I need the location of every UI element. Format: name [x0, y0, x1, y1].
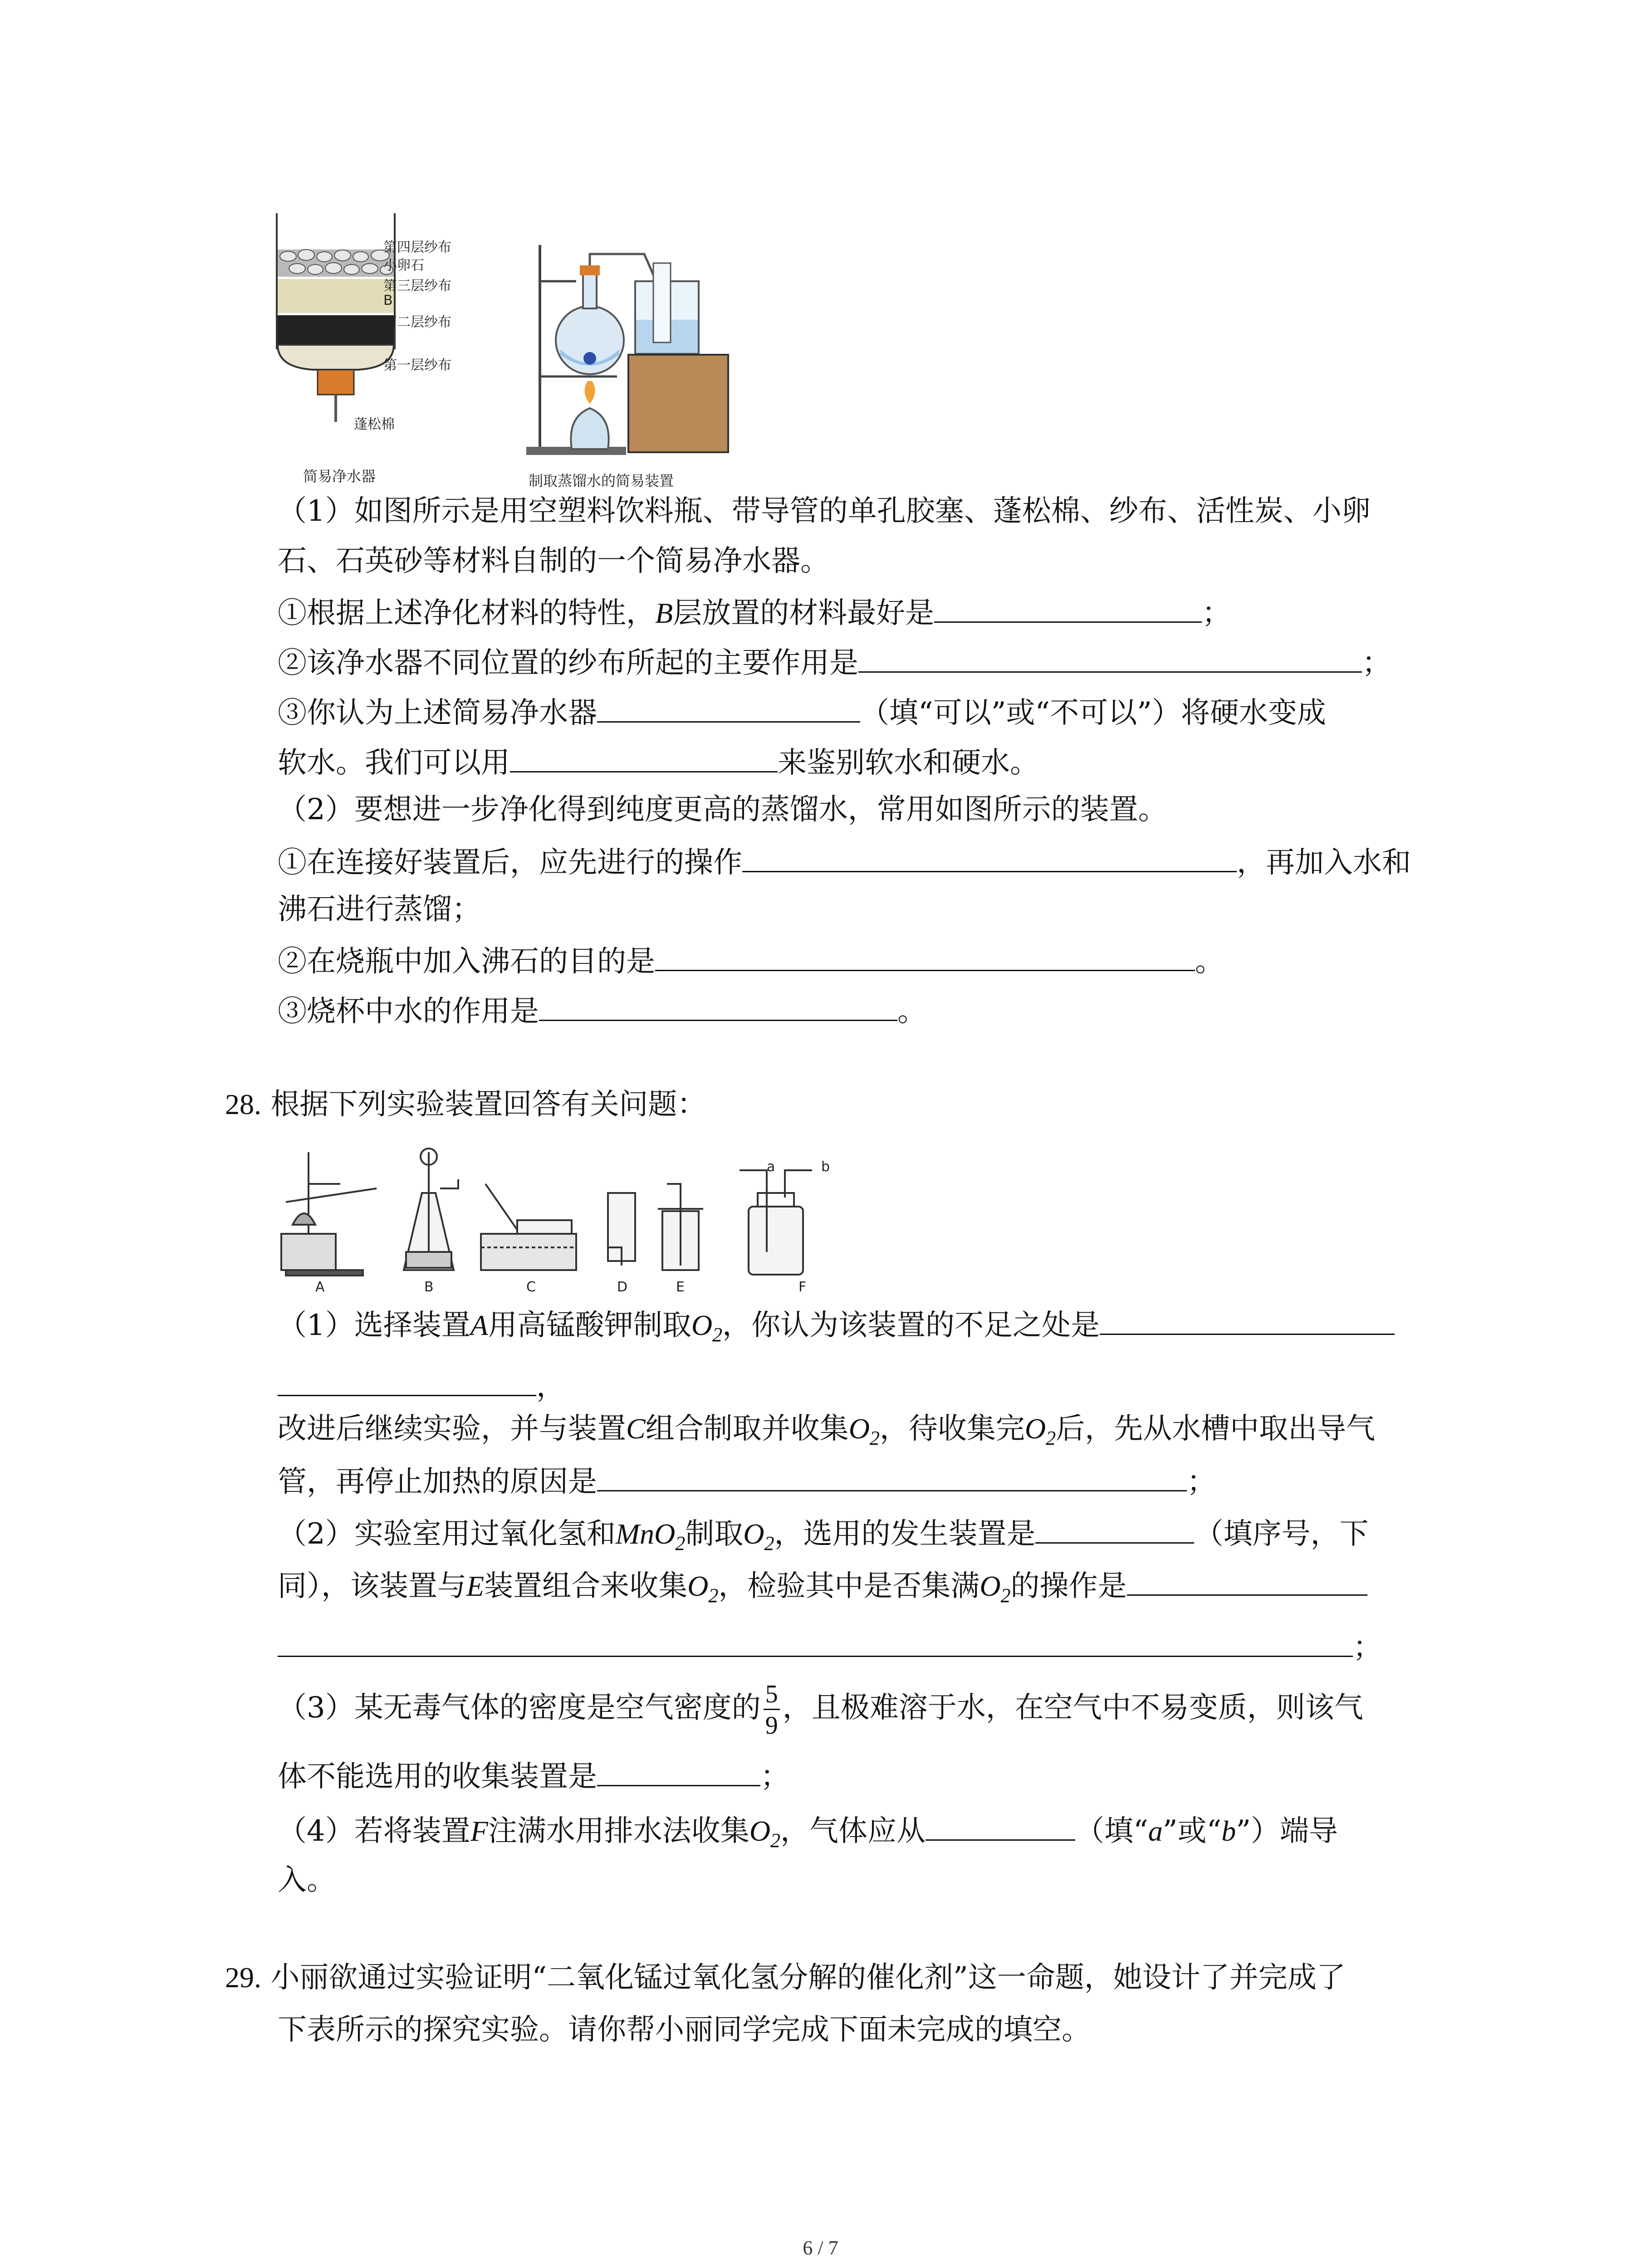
device-B: [404, 1149, 458, 1270]
answer-blank[interactable]: [742, 839, 1237, 872]
q27-p2-q1-b: 沸石进行蒸馏；: [278, 893, 481, 926]
label-layer1: 第一层纱布: [383, 357, 451, 373]
q28-stem: 28. 根据下列实验装置回答有关问题：: [225, 1088, 706, 1121]
answer-blank[interactable]: [1100, 1302, 1395, 1335]
label-cotton: 蓬松棉: [354, 416, 395, 432]
device-label-C: C: [526, 1279, 536, 1295]
device-F: [740, 1170, 812, 1275]
answer-blank[interactable]: [597, 1458, 1187, 1491]
q28-s1-c: 管，再停止加热的原因是 ；: [278, 1458, 1216, 1502]
q28-s3-b: 体不能选用的收集装置是 ；: [278, 1753, 789, 1797]
q27-p1-q1: ①根据上述净化材料的特性，B层放置的材料最好是 ；: [278, 590, 1231, 634]
port-label-b: b: [821, 1159, 830, 1175]
label-layer3: 第三层纱布: [383, 278, 451, 294]
device-D: [608, 1193, 635, 1266]
q27-p1-q3-b: 软水。我们可以用 来鉴别软水和硬水。: [278, 739, 1039, 783]
q27-p1-intro-b: 石、石英砂等材料自制的一个简易净水器。: [278, 544, 829, 578]
q28-s1-cont: ，: [278, 1363, 565, 1407]
device-label-B: B: [424, 1279, 434, 1295]
q28-s2-b: 同），该装置与E装置组合来收集$O_2$，检验其中是否集满$O_2$的操作是: [278, 1563, 1367, 1616]
fraction-five-ninths: $\frac{5}{9}$: [764, 1681, 780, 1738]
device-A: [281, 1152, 377, 1276]
device-E: [658, 1184, 703, 1270]
device-label-D: D: [617, 1279, 628, 1295]
device-label-A: A: [315, 1279, 325, 1295]
page-number: 6 / 7: [803, 2237, 838, 2259]
device-label-E: E: [676, 1279, 685, 1295]
caption-distillation: 制取蒸馏水的简易装置: [529, 472, 674, 489]
caption-purifier: 简易净水器: [303, 468, 376, 485]
answer-blank[interactable]: [278, 1363, 536, 1396]
device-label-F: F: [798, 1279, 807, 1295]
q28-s1: （1）选择装置A用高锰酸钾制取$O_2$，你认为该装置的不足之处是: [278, 1302, 1395, 1355]
answer-blank[interactable]: [655, 938, 1195, 971]
answer-blank[interactable]: [597, 1753, 760, 1786]
q29-line2: 下表所示的探究实验。请你帮小丽同学完成下面未完成的填空。: [278, 2013, 1091, 2047]
q27-p2-q2: ②在烧瓶中加入沸石的目的是 。: [278, 938, 1224, 982]
answer-blank[interactable]: [926, 1808, 1075, 1841]
answer-blank[interactable]: [858, 640, 1362, 673]
label-layer2: 第二层纱布: [383, 314, 451, 330]
q28-s3: （3）某无毒气体的密度是空气密度的 $\frac{5}{9}$ ，且极难溶于水，在空气中不易变质，则该气: [278, 1680, 1363, 1740]
q27-p1-q2: ②该净水器不同位置的纱布所起的主要作用是 ；: [278, 640, 1391, 684]
q27-p1-intro-a: （1）如图所示是用空塑料饮料瓶、带导管的单孔胶塞、蓬松棉、纱布、活性炭、小卵: [278, 494, 1371, 528]
distillation-figure: [526, 236, 730, 458]
q28-s2-c: ；: [278, 1624, 1382, 1668]
label-layer4: 第四层纱布: [383, 240, 451, 255]
q28-s1-b: 改进后继续实验，并与装置C组合制取并收集$O_2$，待收集完$O_2$后，先从水槽中取出导气: [278, 1412, 1376, 1449]
apparatus-figure: [272, 1143, 876, 1279]
q27-p2-intro: （2）要想进一步净化得到纯度更高的蒸馏水，常用如图所示的装置。: [278, 793, 1167, 826]
answer-blank[interactable]: [539, 988, 897, 1021]
q27-p1-q3: ③你认为上述简易净水器 （填“可以”或“不可以”）将硬水变成: [278, 689, 1326, 733]
q27-p2-q1: ①在连接好装置后，应先进行的操作 ，再加入水和: [278, 839, 1411, 883]
device-C: [481, 1184, 576, 1270]
answer-blank[interactable]: [510, 739, 778, 772]
port-label-a: a: [767, 1159, 775, 1175]
answer-blank[interactable]: [597, 689, 860, 723]
q29-line1: 29. 小丽欲通过实验证明“二氧化锰过氧化氢分解的催化剂”这一命题，她设计了并完成了: [225, 1961, 1346, 1994]
answer-blank[interactable]: [1035, 1510, 1194, 1544]
label-A: A: [383, 331, 393, 347]
label-pebbles: 小卵石: [383, 258, 424, 274]
q28-s4-b: 入。: [278, 1863, 336, 1897]
answer-blank[interactable]: [934, 590, 1202, 623]
q28-s4: （4）若将装置F注满水用排水法收集$O_2$，气体应从 （填“a”或“b”）端导: [278, 1808, 1338, 1861]
answer-blank[interactable]: [1127, 1563, 1367, 1596]
answer-blank[interactable]: [278, 1624, 1353, 1657]
label-B: B: [383, 293, 393, 308]
q27-p2-q3: ③烧杯中水的作用是 。: [278, 988, 926, 1032]
q28-s2: （2）实验室用过氧化氢和MnO$_2$制取$O_2$，选用的发生装置是 （填序号，下: [278, 1510, 1368, 1564]
